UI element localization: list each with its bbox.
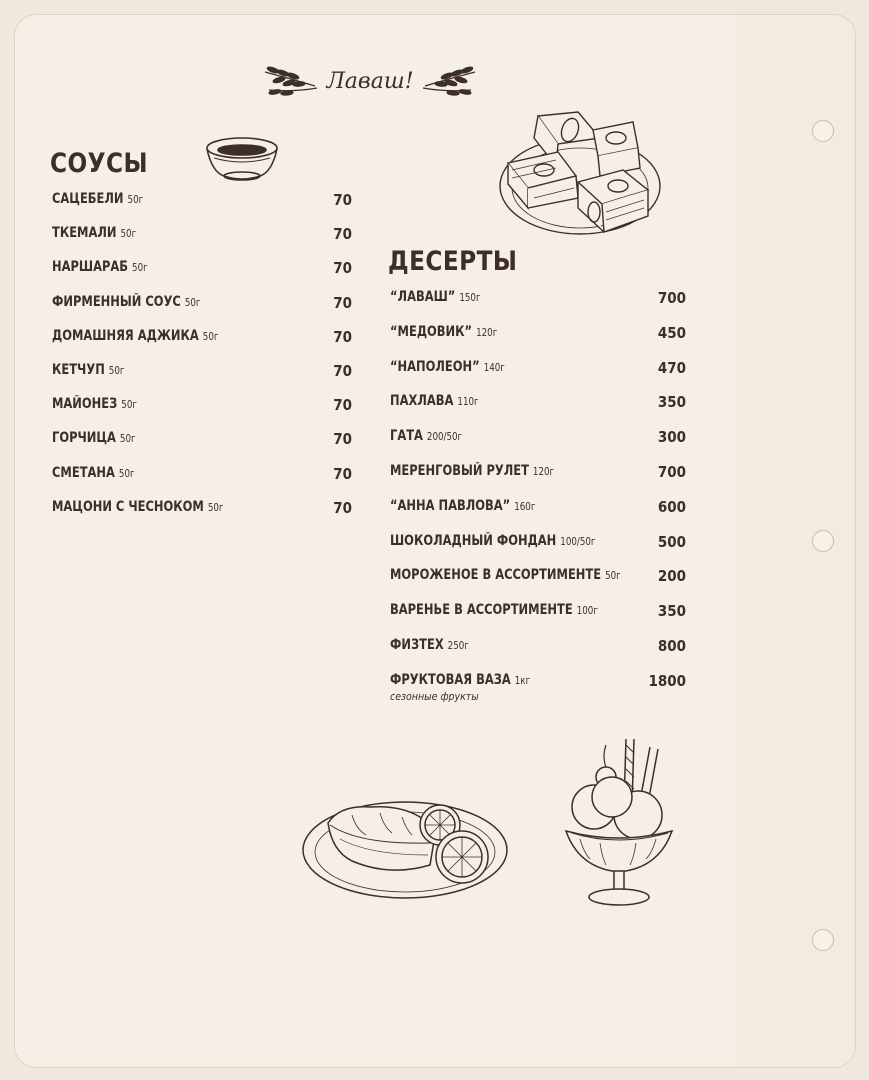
item-title: “ЛАВАШ” (390, 289, 456, 305)
item-weight: 50г (118, 466, 135, 480)
item-name (52, 259, 148, 281)
item-weight: 50г (119, 432, 136, 446)
item-name (52, 191, 143, 213)
item-price: 350 (657, 393, 686, 412)
menu-item (52, 499, 352, 521)
item-price: 70 (333, 362, 352, 380)
item-weight: 250г (447, 639, 469, 652)
item-weight: 50г (202, 329, 219, 343)
baklava-plate-icon (498, 108, 678, 248)
item-price: 450 (657, 323, 686, 342)
item-name (390, 463, 554, 485)
item-title: ТКЕМАЛИ (52, 225, 117, 242)
item-name (52, 396, 137, 418)
item-name (52, 499, 223, 521)
item-title: СМЕТАНА (52, 464, 115, 481)
pie-plate-icon (300, 795, 515, 905)
item-weight: 160г (514, 499, 536, 513)
menu-item (52, 362, 352, 384)
menu-item (390, 463, 686, 485)
menu-item (52, 430, 352, 452)
item-price: 70 (333, 464, 352, 483)
item-name (390, 602, 598, 624)
item-price: 800 (657, 637, 686, 655)
sauce-bowl-icon (204, 132, 284, 186)
item-weight: 50г (132, 261, 148, 275)
item-price: 600 (657, 497, 686, 516)
binder-hole (812, 530, 834, 552)
item-price: 70 (333, 430, 352, 449)
item-name (390, 393, 479, 415)
item-title: МЕРЕНГОВЫЙ РУЛЕТ (390, 463, 529, 479)
desserts-title: ДЕСЕРТЫ (388, 246, 518, 277)
menu-item (390, 393, 686, 415)
item-name (390, 498, 535, 520)
item-weight: 100г (576, 604, 598, 618)
menu-item (390, 567, 686, 589)
item-name (390, 324, 497, 346)
item-title: САЦЕБЕЛИ (52, 191, 124, 207)
menu-item (52, 465, 352, 487)
item-price: 350 (657, 602, 686, 621)
item-price: 70 (333, 396, 352, 415)
binder-hole (812, 929, 834, 951)
item-weight: 50г (108, 364, 125, 377)
item-name (390, 428, 462, 450)
item-weight: 200/50г (426, 430, 463, 444)
item-weight: 50г (207, 500, 224, 514)
item-name (52, 465, 135, 487)
menu-item (52, 259, 352, 281)
item-name (52, 328, 218, 350)
item-weight: 120г (532, 465, 555, 478)
item-price: 300 (657, 428, 686, 447)
item-price: 70 (333, 225, 352, 244)
item-weight: 100/50г (560, 534, 596, 548)
menu-item (390, 637, 686, 659)
item-weight: 50г (605, 569, 621, 583)
item-price: 470 (657, 358, 686, 377)
item-price: 70 (333, 191, 352, 209)
item-name (390, 359, 505, 381)
item-title: “АННА ПАВЛОВА” (390, 497, 511, 514)
menu-item (390, 602, 686, 624)
item-title: ФИЗТЕХ (390, 637, 444, 653)
item-weight: 50г (184, 295, 201, 309)
menu-item (390, 428, 686, 450)
item-price: 500 (657, 532, 686, 551)
item-weight: 120г (476, 325, 498, 339)
item-title: НАРШАРАБ (52, 259, 129, 276)
item-note: сезонные фрукты (390, 690, 479, 703)
item-name (52, 294, 201, 316)
item-weight: 50г (121, 398, 137, 412)
menu-item (52, 225, 352, 247)
menu-item (390, 324, 686, 346)
item-title: ДОМАШНЯЯ АДЖИКА (52, 327, 199, 344)
menu-item (52, 294, 352, 316)
item-price: 1800 (648, 671, 686, 690)
item-name (52, 225, 136, 247)
item-price: 200 (657, 567, 686, 586)
item-price: 700 (657, 289, 686, 307)
item-price: 70 (333, 327, 352, 346)
item-weight: 140г (483, 360, 505, 374)
menu-item (390, 359, 686, 381)
item-title: ФИРМЕННЫЙ СОУС (52, 293, 181, 310)
item-price: 70 (333, 259, 352, 278)
menu-item (390, 498, 686, 520)
sauces-title: СОУСЫ (50, 148, 148, 179)
item-weight: 150г (459, 291, 481, 304)
item-name (390, 567, 621, 589)
menu-item (390, 289, 686, 311)
item-title: МАЙОНЕЗ (52, 396, 118, 413)
item-title: ГОРЧИЦА (52, 430, 116, 447)
wheat-logo-icon (255, 52, 485, 112)
item-title: МАЦОНИ С ЧЕСНОКОМ (52, 498, 204, 515)
item-weight: 1кг (514, 673, 531, 687)
item-name (390, 533, 596, 555)
brand-logo (255, 52, 485, 112)
item-title: ГАТА (390, 428, 423, 445)
item-price: 70 (333, 498, 352, 517)
item-name (52, 430, 136, 452)
item-weight: 50г (127, 193, 144, 206)
menu-item (52, 328, 352, 350)
item-weight: 110г (457, 395, 479, 409)
menu-item (390, 533, 686, 555)
item-price: 700 (657, 463, 686, 481)
item-weight: 50г (120, 227, 137, 241)
item-name (390, 289, 481, 311)
item-price: 70 (333, 293, 352, 312)
item-title: ФРУКТОВАЯ ВАЗА (390, 671, 511, 688)
ice-cream-sundae-icon (560, 735, 680, 915)
item-name (390, 637, 469, 659)
item-title: КЕТЧУП (52, 362, 105, 378)
logo-text: Лаваш! (326, 69, 414, 94)
item-title: МОРОЖЕНОЕ В АССОРТИМЕНТЕ (390, 567, 602, 584)
menu-item (52, 396, 352, 418)
item-title: ПАХЛАВА (390, 393, 454, 410)
menu-item (52, 191, 352, 213)
binder-hole (812, 120, 834, 142)
item-title: ШОКОЛАДНЫЙ ФОНДАН (390, 532, 557, 549)
item-name (52, 362, 124, 384)
item-title: “МЕДОВИК” (390, 323, 473, 340)
item-title: “НАПОЛЕОН” (390, 358, 480, 375)
item-title: ВАРЕНЬЕ В АССОРТИМЕНТЕ (390, 602, 573, 619)
binding-strip (737, 15, 855, 1067)
